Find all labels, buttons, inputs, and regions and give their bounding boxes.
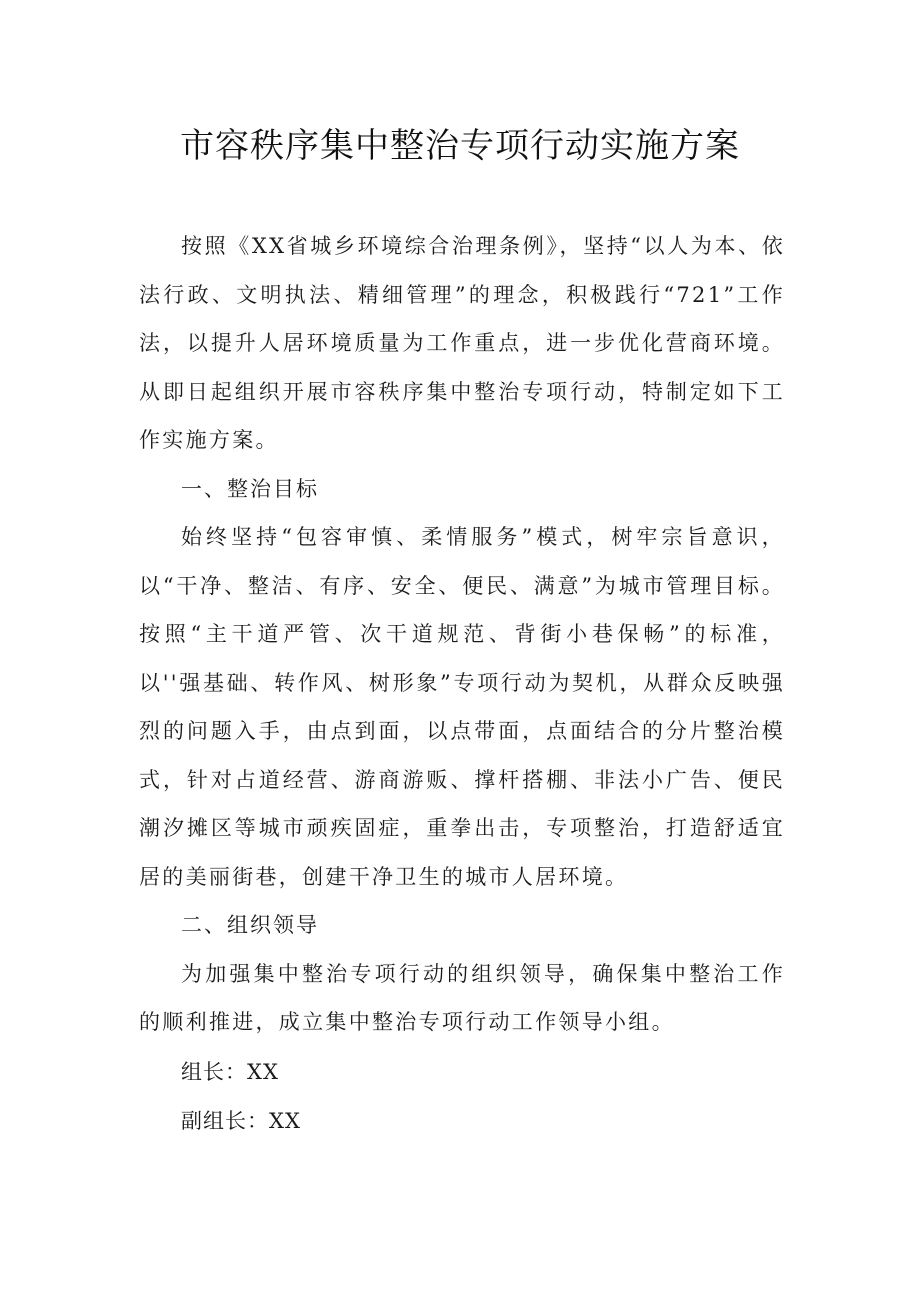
section-heading-goals: 一、整治目标 bbox=[181, 476, 319, 501]
document-title: 市容秩序集中整治专项行动实施方案 bbox=[180, 126, 740, 166]
document-body bbox=[139, 222, 785, 1146]
team-leader-line: 组长：XX bbox=[181, 1059, 279, 1084]
deputy-leader-line: 副组长：XX bbox=[181, 1109, 301, 1133]
leadership-paragraph: 为加强集中整治专项行动的组织领导，确保集中整治工作的顺利推进，成立集中整治专项行动工作领导小组。 bbox=[139, 961, 785, 1034]
intro-paragraph: 按照《XX省城乡环境综合治理条例》，坚持“以人为本、依法行政、文明执法、精细管理”的理念，积极践行“721”工作法，以提升人居环境质量为工作重点，进一步优化营商环境。从即日起组织开展市容秩序集中整治专项行动，特制定如下工作实施方案。 bbox=[139, 234, 785, 452]
goals-paragraph: 始终坚持“包容审慎、柔情服务”模式，树牢宗旨意识，以“干净、整洁、有序、安全、便民、满意”为城市管理目标。按照“主干道严管、次干道规范、背街小巷保畅”的标准，以''强基础、转作风、树形象”专项行动为契机，从群众反映强烈的问题入手，由点到面，以点带面，点面结合的分片整治模式，针对占道经营、游商游贩、撑杆搭棚、非法小广告、便民潮汐摊区等城市顽疾固症，重拳出击，专项整治，打造舒适宜居的美丽街巷，创建干净卫生的城市人居环境。 bbox=[139, 525, 785, 889]
section-heading-leadership: 二、组织领导 bbox=[181, 913, 319, 937]
